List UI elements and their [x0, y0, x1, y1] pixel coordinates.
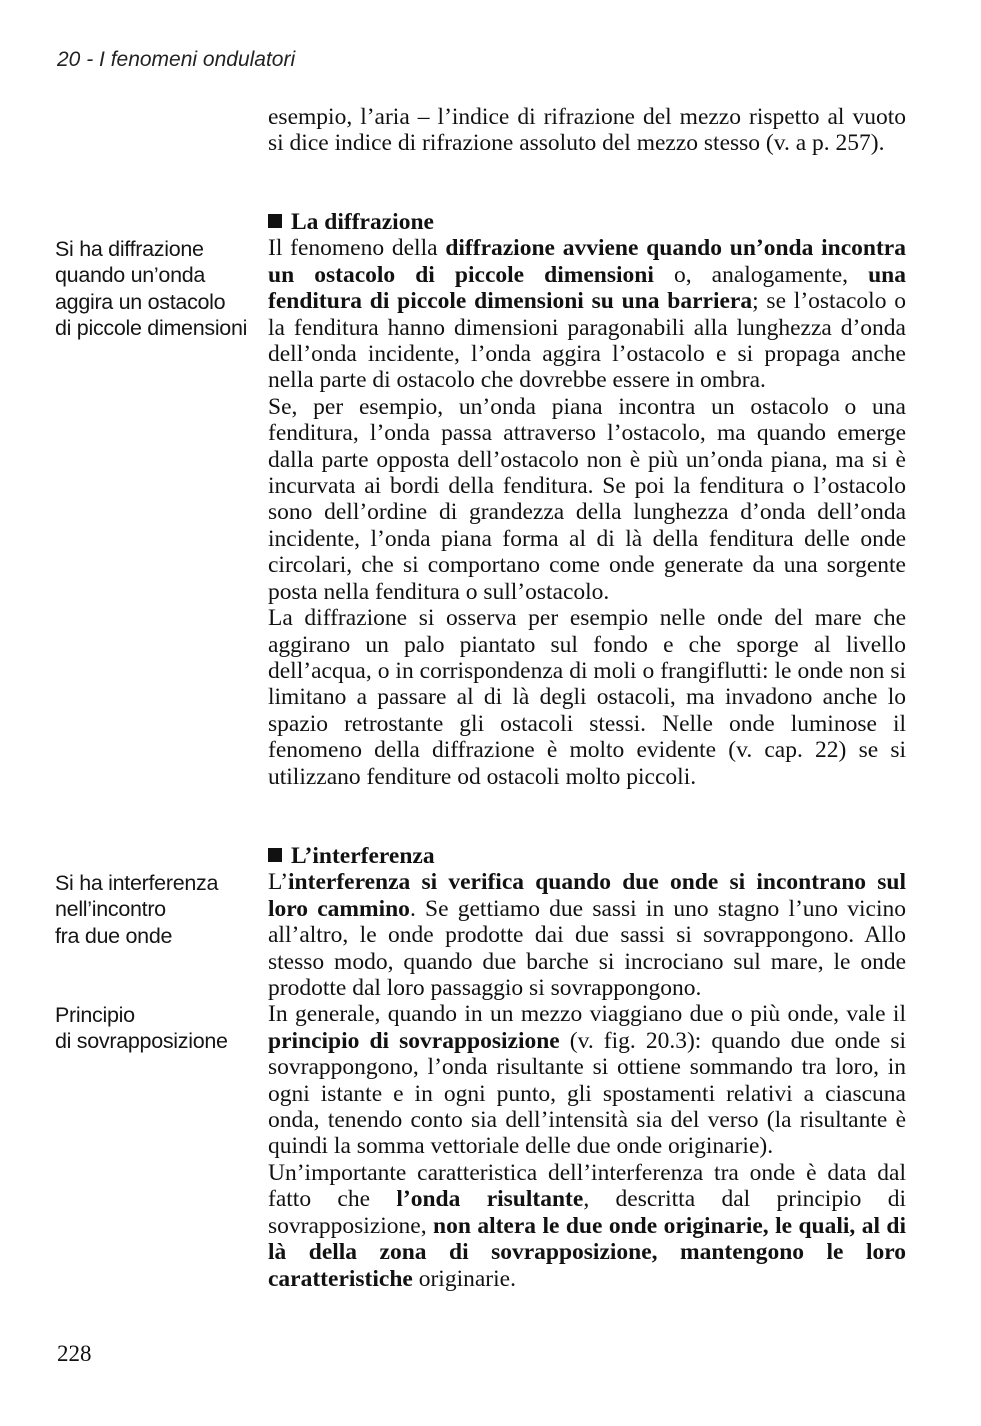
interference-heading [268, 843, 906, 869]
diffraction-paragraph-3: La diffrazione si osserva per esempio nelle onde del mare che aggirano un palo piantato sul fondo e che sporge al livello dell’acqua, o in corrispondenza di moli o frangiflutti: le onde non si limitano a passare al di là degli ostacoli, ma invadono anche lo spazio retrostante gli ostacoli stessi. Nelle onde luminose il fenomeno della diffrazione è molto evidente (v. cap. 22) se si utilizzano fenditure od ostacoli molto piccoli. [268, 605, 906, 790]
diffraction-heading-text: La diffrazione [291, 209, 434, 235]
interference-paragraph-1: L’interferenza si verifica quando due onde si incontrano sul loro cammino. Se gettiamo due sassi in uno stagno l’uno vicino all’altro, le onde prodotte dai due sassi si sovrappongono. Allo stesso modo, quando due barche si incrociano sul mare, le onde prodotte dal loro passaggio si sovrappongono. [268, 869, 907, 1002]
margin-note-superposition: Principio di sovrapposizione [55, 1003, 228, 1054]
diffraction-heading [268, 209, 906, 235]
interference-section [268, 843, 906, 1292]
bullet-square-icon [268, 214, 282, 228]
diffraction-section [268, 209, 906, 790]
bullet-square-icon [268, 848, 282, 862]
diffraction-paragraph-1: Il fenomeno della diffrazione avviene quando un’onda incontra un ostacolo di piccole dimensioni o, analogamente, una fenditura di piccole dimensioni su una barriera; se l’ostacolo o la fenditura hanno dimensioni paragonabili alla lunghezza d’onda dell’onda incidente, l’onda aggira l’ostacolo e si propaga anche nella parte di ostacolo che dovrebbe essere in ombra. [268, 235, 906, 394]
interference-heading-text: L’interferenza [291, 843, 435, 869]
diffraction-paragraph-2: Se, per esempio, un’onda piana incontra un ostacolo o una fenditura, l’onda passa attraverso l’ostacolo, ma quando emerge dalla parte opposta dell’ostacolo non è più un’onda piana, ma si è incurvata ai bordi della fenditura. Se poi la fenditura o l’ostacolo sono dell’ordine di grandezza della lunghezza d’onda dell’onda incidente, l’onda piana forma al di là della fenditura delle onde circolari, che si comportano come onde generate da una sorgente posta nella fenditura o sull’ostacolo. [268, 393, 906, 605]
intro-text: esempio, l’aria – l’indice di rifrazione del mezzo rispetto al vuoto si dice indice di rifrazione assoluto del mezzo stesso (v. a p. 257). [268, 104, 906, 157]
margin-note-interference: Si ha interferenza nell’incontro fra due onde [55, 871, 219, 948]
intro-paragraph [268, 104, 906, 157]
interference-paragraph-2: In generale, quando in un mezzo viaggiano due o più onde, vale il principio di sovrapposizione (v. fig. 20.3): quando due onde si sovrappongono, l’onda risultante si ottiene sommando tra loro, in ogni istante e in ogni punto, gli spostamenti relativi a ciascuna onda, tenendo conto sia dell’intensità sia del verso (la risultante è quindi la somma vettoriale delle due onde originarie). [268, 1001, 906, 1160]
interference-paragraph-3: Un’importante caratteristica dell’interferenza tra onde è data dal fatto che l’onda risultante, descritta dal principio di sovrapposizione, non altera le due onde originarie, le quali, al di là della zona di sovrapposizione, mantengono le loro caratteristiche originarie. [268, 1159, 906, 1292]
running-header: 20 - I fenomeni ondulatori [57, 48, 296, 71]
margin-note-diffraction: Si ha diffrazione quando un’onda aggira un ostacolo di piccole dimensioni [55, 237, 248, 341]
page-number: 228 [57, 1341, 92, 1366]
